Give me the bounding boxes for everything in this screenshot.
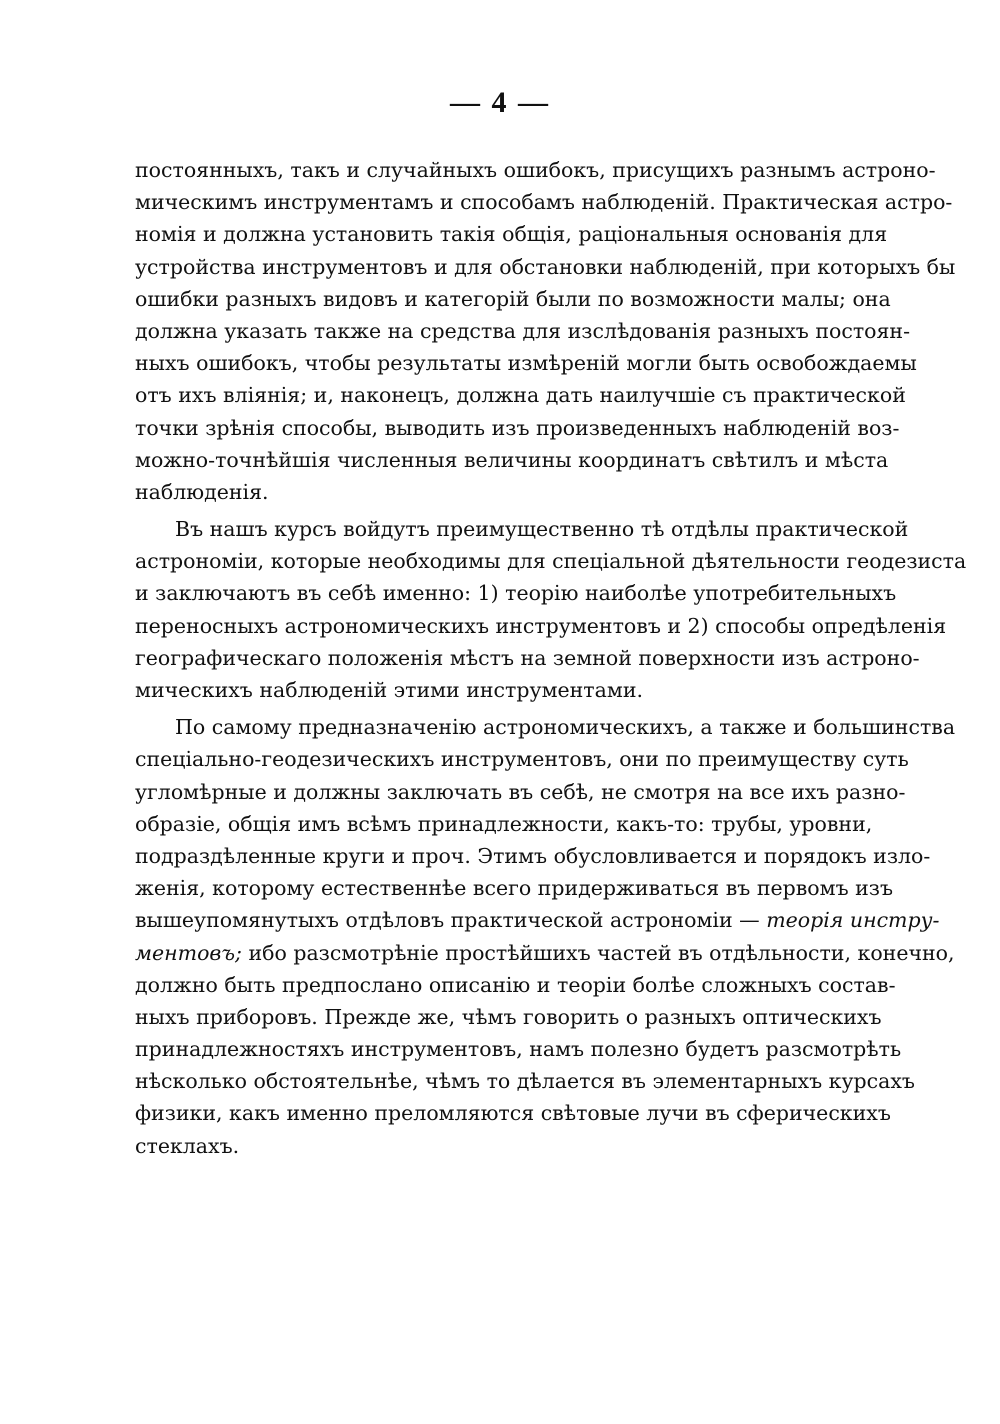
text-line: переносныхъ астрономическихъ инструментовъ и 2) способы опредѣленія: [135, 613, 947, 638]
text-line: [135, 937, 955, 969]
text-line: образіе, общія имъ всѣмъ принадлежности, какъ-то: трубы, уровни,: [135, 811, 873, 836]
paragraph-2: [135, 513, 967, 706]
page-number: — 4 —: [450, 86, 550, 119]
text-line: принадлежностяхъ инструментовъ, намъ полезно будетъ разсмотрѣть: [135, 1037, 902, 1062]
text-line: мическихъ наблюденій этими инструментами.: [135, 678, 643, 702]
text-line: точки зрѣнія способы, выводить изъ произведенныхъ наблюденій воз-: [135, 415, 900, 440]
text-line: устройства инструментовъ и для обстановки наблюденій, при которыхъ бы: [135, 254, 956, 279]
text-line: должно быть предпослано описанію и теоріи болѣе сложныхъ состав-: [135, 972, 896, 997]
text-line: физики, какъ именно преломляются свѣтовые лучи въ сферическихъ: [135, 1101, 891, 1126]
text-line: астрономіи, которые необходимы для спеціальной дѣятельности геодезиста: [135, 549, 967, 574]
text-span: ибо разсмотрѣніе простѣйшихъ частей въ отдѣльности, конечно,: [248, 940, 955, 965]
text-line: ныхъ приборовъ. Прежде же, чѣмъ говорить о разныхъ оптическихъ: [135, 1004, 882, 1029]
text-span: вышеупомянутыхъ отдѣловъ практической астрономіи —: [135, 908, 760, 933]
text-line: стеклахъ.: [135, 1133, 240, 1158]
text-line: номія и должна установить такія общія, раціональныя основанія для: [135, 222, 888, 247]
text-line: подраздѣленные круги и проч. Этимъ обусловливается и порядокъ изло-: [135, 843, 931, 868]
text-line: постоянныхъ, такъ и случайныхъ ошибокъ, присущихъ разнымъ астроно-: [135, 158, 936, 182]
italic-term: ментовъ;: [135, 940, 242, 965]
text-line: По самому предназначенію астрономическихъ, а также и большинства: [175, 715, 956, 740]
text-line: отъ ихъ вліянія; и, наконецъ, должна дать наилучшіе съ практической: [135, 383, 906, 408]
text-line: Въ нашъ курсъ войдутъ преимущественно тѣ отдѣлы практической: [175, 517, 909, 542]
text-line: угломѣрные и должны заключать въ себѣ, не смотря на все ихъ разно-: [135, 779, 906, 804]
italic-term: теорія инстру-: [766, 908, 940, 933]
text-line: должна указать также на средства для изслѣдованія разныхъ постоян-: [135, 318, 911, 343]
paragraph-1: [135, 154, 956, 508]
body-text: [135, 154, 967, 1162]
text-line: наблюденія.: [135, 479, 269, 504]
text-line: спеціально-геодезическихъ инструментовъ, они по преимуществу суть: [135, 747, 909, 772]
text-line: [135, 904, 940, 936]
text-line: ошибки разныхъ видовъ и категорій были по возможности малы; она: [135, 286, 891, 311]
text-line: нѣсколько обстоятельнѣе, чѣмъ то дѣлается въ элементарныхъ курсахъ: [135, 1069, 915, 1094]
text-line: женія, которому естественнѣе всего придерживаться въ первомъ изъ: [135, 876, 894, 901]
text-line: ныхъ ошибокъ, чтобы результаты измѣреній могли быть освобождаемы: [135, 351, 917, 376]
text-line: географическаго положенія мѣстъ на земной поверхности изъ астроно-: [135, 645, 920, 670]
text-line: можно-точнѣйшія численныя величины координатъ свѣтилъ и мѣста: [135, 447, 889, 472]
paragraph-3: [135, 711, 956, 1162]
text-line: и заключаютъ въ себѣ именно: 1) теорію наиболѣе употребительныхъ: [135, 581, 897, 606]
text-line: мическимъ инструментамъ и способамъ наблюденій. Практическая астро-: [135, 190, 953, 215]
